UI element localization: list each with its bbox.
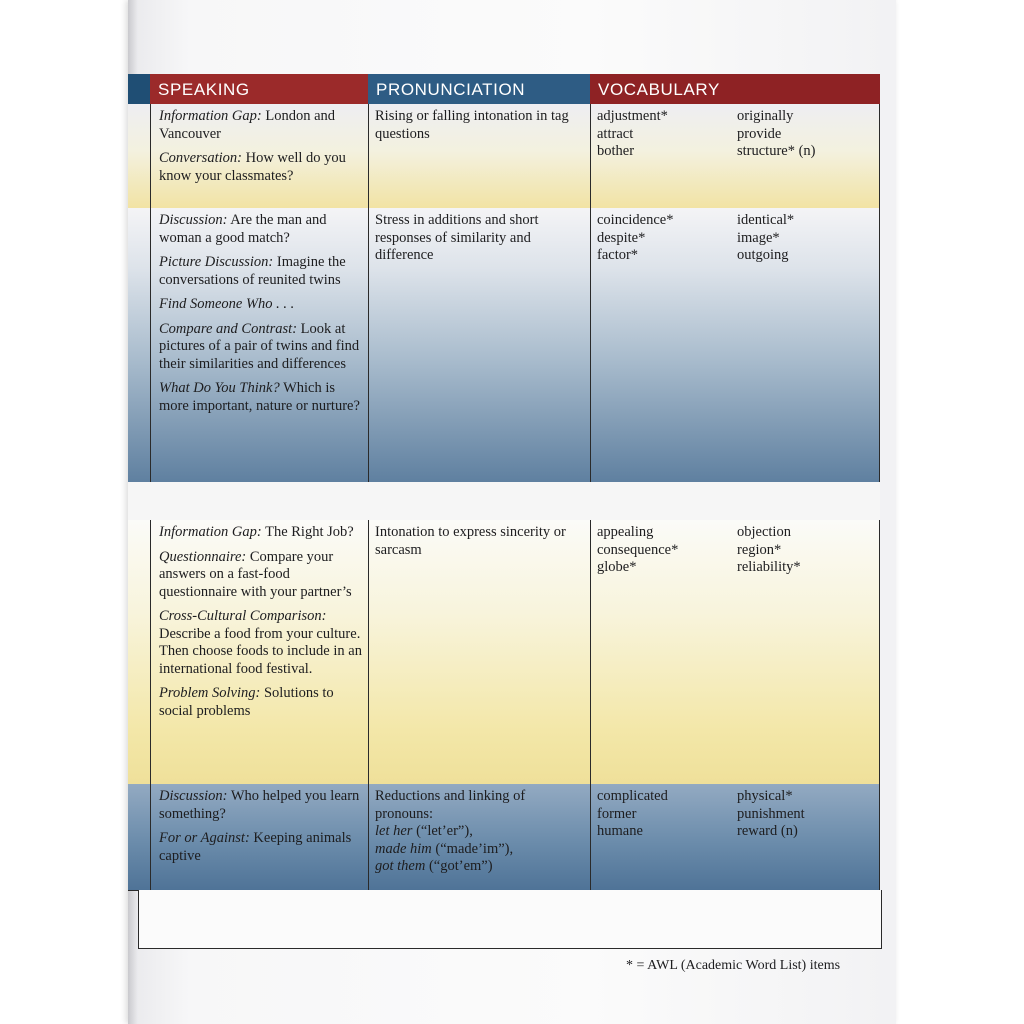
activity-label: Find Someone Who . . . (159, 296, 295, 312)
vocab-column-a (597, 788, 668, 841)
activity-text: Compare your answers on a fast-food questionnaire with your partner’s (159, 548, 352, 600)
activity-text: London and Vancouver (159, 108, 336, 142)
activity-text: Which is more important, nature or nurture? (159, 380, 360, 414)
vocab-word: adjustment* (597, 108, 668, 124)
speaking-cell (150, 208, 368, 482)
example-sound: (“let’er”), (412, 823, 473, 839)
vocab-word: reliability* (737, 559, 801, 575)
speaking-cell (150, 784, 368, 890)
activity-label: Compare and Contrast: (159, 320, 298, 337)
table-row (128, 520, 880, 784)
speaking-activity (159, 254, 362, 289)
vocab-column-b (737, 788, 805, 841)
activity-label: Questionnaire: (159, 548, 247, 565)
vocab-word: attract (597, 125, 634, 142)
speaking-activity (159, 296, 362, 314)
vocab-column-a (597, 108, 668, 161)
pronunciation-example (375, 858, 584, 876)
vocab-word: punishment (737, 805, 805, 822)
speaking-activity (159, 549, 362, 602)
activity-text: Are the man and woman a good match? (159, 212, 327, 246)
example-phrase: got them (375, 858, 426, 874)
speaking-activity (159, 380, 362, 415)
header-speaking: SPEAKING (150, 74, 368, 104)
activity-text: The Right Job? (261, 524, 354, 540)
example-sound: (“got’em”) (425, 858, 493, 874)
speaking-activity (159, 212, 362, 247)
pronunciation-cell (368, 784, 590, 890)
activity-label: Picture Discussion: (159, 254, 274, 270)
pronunciation-cell: Rising or falling intonation in tag questions (368, 104, 590, 208)
activity-label: Cross-Cultural Comparison: (159, 608, 327, 624)
pronunciation-line: pronouns: (375, 805, 433, 822)
vocabulary-cell (590, 208, 880, 482)
vocab-word: appealing (597, 524, 654, 540)
vocab-word: identical* (737, 212, 795, 228)
vocab-column-a (597, 524, 678, 577)
activity-label: Conversation: (159, 150, 242, 166)
activity-text: Keeping animals captive (159, 830, 352, 864)
speaking-activity (159, 108, 362, 143)
pronunciation-examples (375, 823, 584, 876)
pronunciation-line: Reductions and linking of (375, 788, 526, 804)
header-edge-tab (128, 74, 150, 104)
vocabulary-cell (590, 104, 880, 208)
unit-gap (128, 482, 880, 520)
activity-text: Who helped you learn something? (159, 788, 360, 822)
vocab-word: objection (737, 524, 791, 540)
vocab-word: despite* (597, 229, 646, 246)
activity-label: For or Against: (159, 830, 250, 846)
vocab-word: region* (737, 541, 782, 558)
activity-label: What Do You Think? (159, 380, 280, 396)
vocab-word: provide (737, 125, 782, 142)
pronunciation-example (375, 823, 584, 841)
vocab-column-b (737, 212, 794, 265)
vocab-word: complicated (597, 788, 668, 804)
vocab-word: globe* (597, 559, 637, 575)
vocab-word: outgoing (737, 247, 789, 263)
vocab-word: humane (597, 823, 643, 839)
example-sound: (“made’im”), (431, 840, 514, 857)
vocab-word: image* (737, 229, 780, 246)
vocab-word: factor* (597, 247, 639, 263)
empty-bottom-row (138, 890, 882, 949)
activity-text: Describe a food from your culture. Then choose foods to include in an international food festival. (159, 625, 362, 677)
vocab-column-b (737, 108, 816, 161)
activity-text: Imagine the conversations of reunited twins (159, 254, 346, 288)
speaking-cell (150, 520, 368, 784)
vocabulary-cell (590, 784, 880, 890)
header-vocabulary: VOCABULARY (590, 74, 880, 104)
activity-label: Problem Solving: (159, 685, 261, 701)
speaking-cell (150, 104, 368, 208)
activity-text: Look at pictures of a pair of twins and find their similarities and differences (159, 320, 360, 372)
vocab-word: former (597, 805, 637, 822)
vocab-word: reward (n) (737, 823, 798, 839)
speaking-activity (159, 321, 362, 374)
activity-text: Solutions to social problems (159, 685, 334, 719)
awl-footnote: * = AWL (Academic Word List) items (626, 958, 841, 973)
speaking-activity (159, 524, 362, 542)
speaking-activity (159, 830, 362, 865)
pronunciation-example (375, 841, 584, 859)
speaking-activity (159, 685, 362, 720)
vocab-word: originally (737, 108, 794, 124)
speaking-activity (159, 150, 362, 185)
activity-label: Information Gap: (159, 524, 262, 540)
header-pronunciation: PRONUNCIATION (368, 74, 590, 104)
activity-text: How well do you know your classmates? (159, 150, 346, 184)
pronunciation-cell: Stress in additions and short responses of similarity and difference (368, 208, 590, 482)
example-phrase: made him (375, 840, 432, 857)
vocab-column-a (597, 212, 674, 265)
vocab-word: consequence* (597, 541, 679, 558)
vocabulary-cell (590, 520, 880, 784)
speaking-activity (159, 608, 362, 678)
vocab-word: bother (597, 143, 635, 159)
table-row (128, 208, 880, 482)
activity-label: Discussion: (159, 788, 228, 804)
table-row (128, 104, 880, 208)
vocab-word: physical* (737, 788, 793, 804)
activity-label: Information Gap: (159, 108, 262, 124)
activity-label: Discussion: (159, 212, 228, 228)
speaking-activity (159, 788, 362, 823)
example-phrase: let her (375, 823, 413, 839)
table-row (128, 784, 880, 890)
vocab-column-b (737, 524, 801, 577)
pronunciation-cell: Intonation to express sincerity or sarcasm (368, 520, 590, 784)
vocab-word: structure* (n) (737, 143, 816, 159)
vocab-word: coincidence* (597, 212, 674, 228)
